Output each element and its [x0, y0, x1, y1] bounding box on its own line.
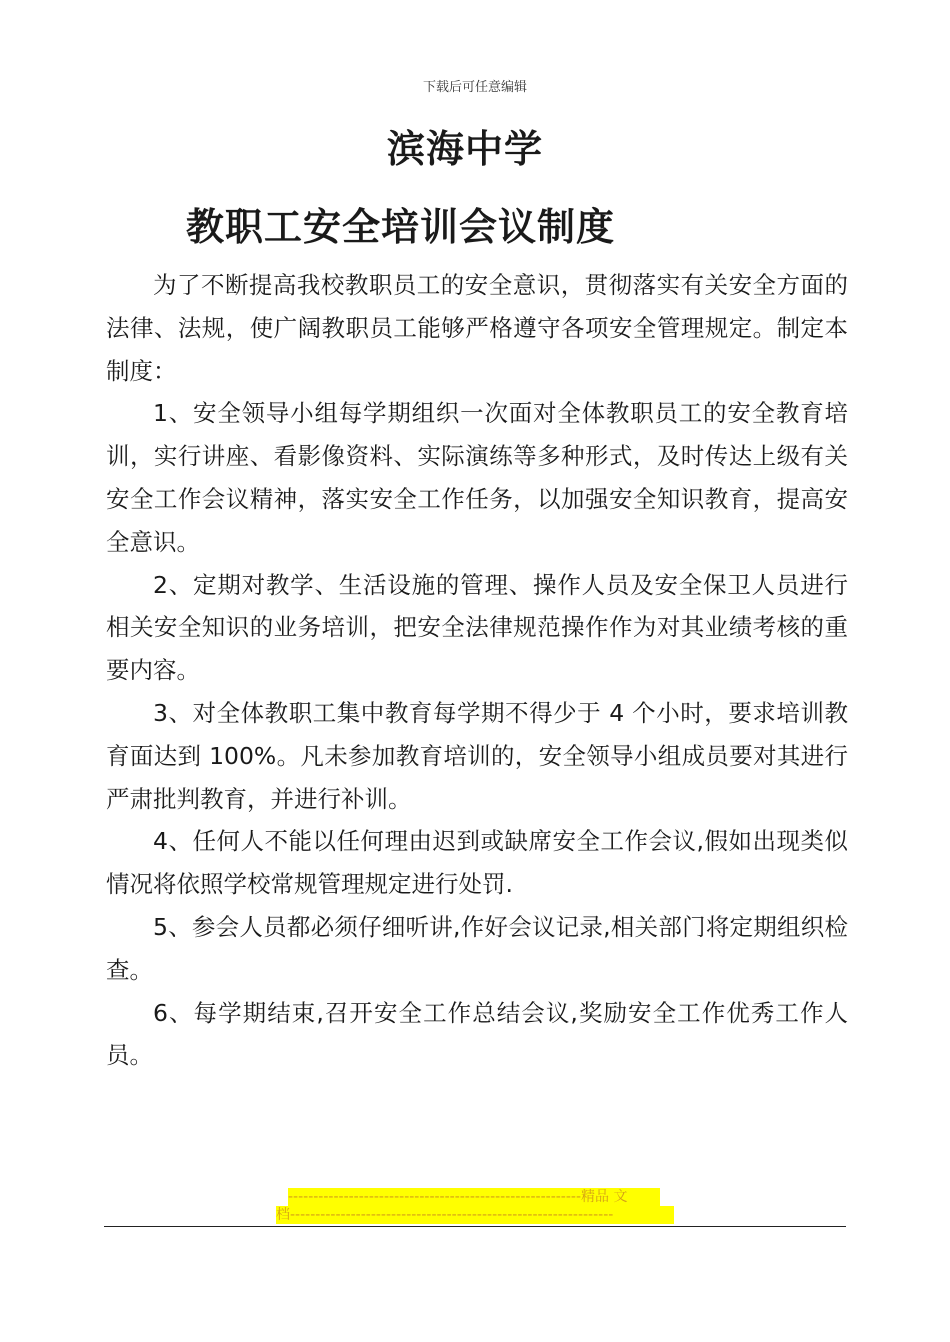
document-body [106, 264, 848, 1077]
footer-watermark [276, 1188, 676, 1224]
document-title-policy: 教职工安全培训会议制度 [186, 205, 616, 249]
footer-watermark-line1: ----------------------------------------------------------精品 文 [288, 1188, 660, 1206]
clause-4: 4、任何人不能以任何理由迟到或缺席安全工作会议,假如出现类似情况将依照学校常规管理规定进行处罚. [106, 827, 848, 899]
clause-6: 6、每学期结束,召开安全工作总结会议,奖励安全工作优秀工作人员。 [106, 998, 848, 1070]
footer-watermark-line2: 档---------------------------------------------------------------- [276, 1206, 674, 1224]
clause-1: 1、安全领导小组每学期组织一次面对全体教职员工的安全教育培训，实行讲座、看影像资料、实际演练等多种形式，及时传达上级有关安全工作会议精神，落实安全工作任务，以加强安全知识教育，提高安全意识。 [106, 399, 848, 556]
clause-2: 2、定期对教学、生活设施的管理、操作人员及安全保卫人员进行相关安全知识的业务培训，把安全法律规范操作作为对其业绩考核的重要内容。 [106, 570, 848, 685]
footer-divider [104, 1226, 846, 1227]
clause-5: 5、参会人员都必须仔细听讲,作好会议记录,相关部门将定期组织检查。 [106, 912, 848, 984]
intro-paragraph: 为了不断提高我校教职员工的安全意识，贯彻落实有关安全方面的法律、法规，使广阔教职员工能够严格遵守各项安全管理规定。制定本制度： [106, 271, 848, 385]
document-title-school: 滨海中学 [386, 127, 543, 171]
header-note: 下载后可任意编辑 [422, 80, 527, 95]
clause-3: 3、对全体教职工集中教育每学期不得少于 4 个小时，要求培训教育面达到 100%。凡未参加教育培训的，安全领导小组成员要对其进行严肃批判教育，并进行补训。 [106, 698, 848, 813]
